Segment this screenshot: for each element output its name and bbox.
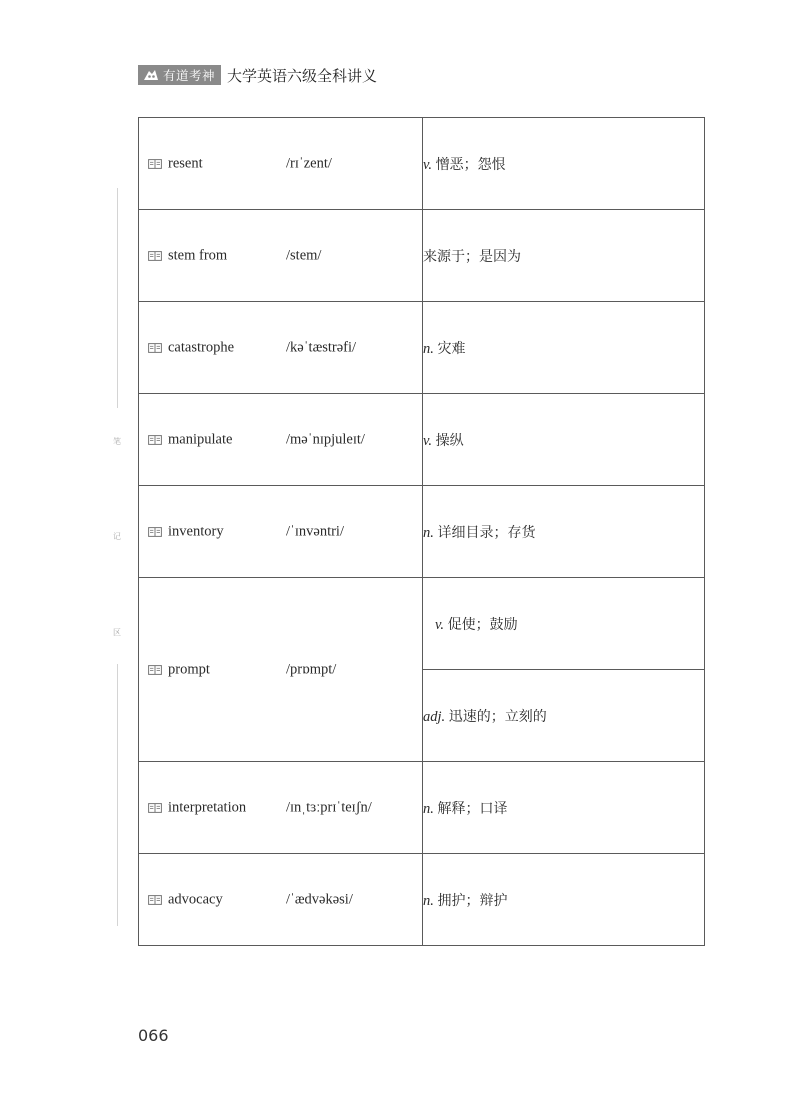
part-of-speech: adj. [423,708,446,725]
part-of-speech: n. [423,340,434,357]
definition: 迅速的；立刻的 [448,708,547,725]
vocab-phonetic: /stem/ [286,247,322,263]
book-icon [148,527,162,537]
meaning-cell [423,118,705,210]
page-number: 066 [138,1026,169,1045]
vocab-row [139,578,705,670]
side-note-char: 区 [113,628,121,637]
vocab-word: resent [168,155,203,171]
vocab-row [139,394,705,486]
definition: 拥护；辩护 [437,892,508,909]
vocab-phonetic: /rɪˈzent/ [286,155,332,171]
part-of-speech: v. [423,156,432,173]
part-of-speech: v. [423,432,432,449]
vocab-phonetic: /kəˈtæstrəfi/ [286,339,357,355]
vocab-phonetic: /ˈædvəkəsi/ [286,891,353,907]
meaning-cell [423,394,705,486]
vocab-row [139,118,705,210]
vocab-word: interpretation [168,799,247,815]
vocab-word: manipulate [168,431,233,447]
side-note-line-bottom [117,664,118,926]
part-of-speech: n. [423,800,434,817]
vocab-phonetic: /ɪnˌtɜːprɪˈteɪʃn/ [286,799,372,815]
book-icon [148,159,162,169]
vocabulary-table [138,117,705,946]
word-cell [139,854,423,946]
vocab-word: inventory [168,523,224,539]
brand-badge [138,65,221,85]
side-note-char: 笔 [113,437,121,446]
book-icon [148,665,162,675]
part-of-speech: n. [423,524,434,541]
meaning-cell [423,486,705,578]
vocab-row [139,302,705,394]
word-cell [139,762,423,854]
definition: 详细目录；存货 [437,524,536,541]
definition: 灾难 [437,340,466,357]
word-cell [139,486,423,578]
book-icon [148,435,162,445]
vocab-row [139,762,705,854]
meaning-cell [423,762,705,854]
meaning-cell [423,578,705,670]
side-note-line-top [117,188,118,408]
book-icon [148,803,162,813]
book-icon [148,251,162,261]
vocab-row [139,486,705,578]
word-cell [139,578,423,762]
document-title: 大学英语六级全科讲义 [227,66,378,85]
owl-logo-icon [142,67,160,83]
page-header [138,64,377,86]
meaning-cell [423,854,705,946]
part-of-speech: n. [423,892,434,909]
definition: 促使；鼓励 [447,616,518,633]
definition: 操纵 [435,432,464,449]
vocab-row [139,854,705,946]
book-icon [148,343,162,353]
vocab-phonetic: /prɒmpt/ [286,661,337,677]
vocab-phonetic: /ˈɪnvəntri/ [286,523,344,539]
word-cell [139,394,423,486]
meaning-cell [423,210,705,302]
meaning-cell [423,670,705,762]
word-cell [139,302,423,394]
definition: 憎恶；怨恨 [435,156,506,173]
part-of-speech: v. [435,616,444,633]
side-note-char: 记 [113,532,121,541]
definition: 来源于；是因为 [423,248,521,265]
meaning-cell [423,302,705,394]
definition: 解释；口译 [437,800,508,817]
word-cell [139,210,423,302]
vocab-row [139,210,705,302]
vocab-word: catastrophe [168,339,235,355]
vocab-word: prompt [168,661,210,677]
word-cell [139,118,423,210]
vocab-word: stem from [168,247,228,263]
vocab-word: advocacy [168,891,223,907]
brand-name: 有道考神 [163,68,216,83]
book-icon [148,895,162,905]
vocab-phonetic: /məˈnɪpjuleɪt/ [286,431,365,447]
